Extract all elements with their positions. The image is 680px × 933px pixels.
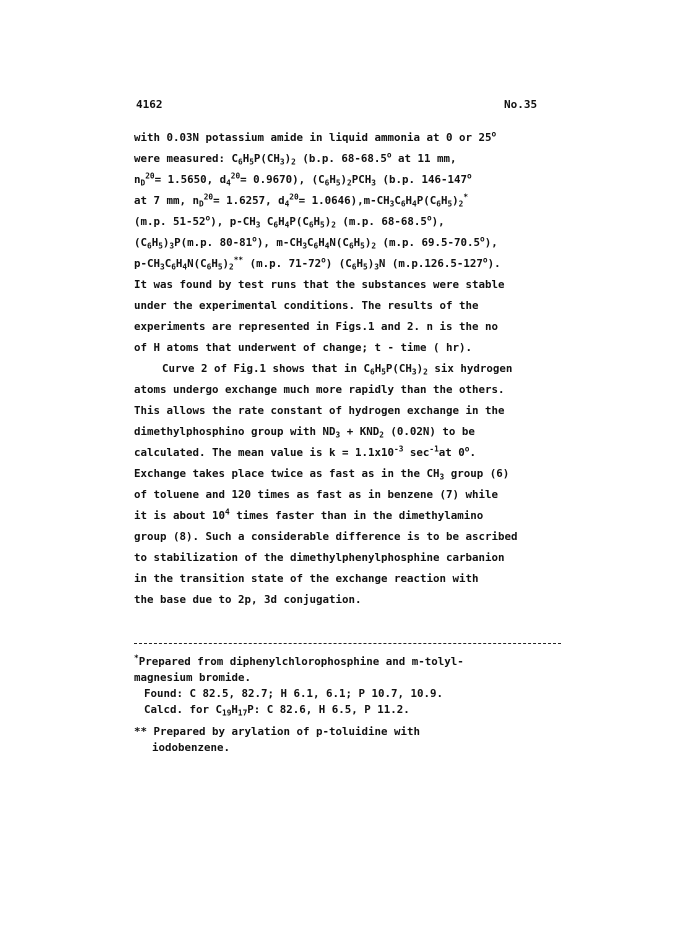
text-line: calculated. The mean value is $k = 1.1x10^{-3}$ $\sec^{-1}at$ 0$^o$.: [134, 444, 476, 459]
footnote-line: *Prepared from diphenylchlorophosphine and m-tolyl-: [134, 653, 464, 668]
text-line: at 7 mm, $n_D^{20}= 1.6257$, $d_4^{20}= 1.0646),m-CH_3C_6H_4P(C_6H_5)_2^*$: [134, 192, 469, 209]
footnotes: [134, 654, 564, 756]
page-number: 4162: [136, 98, 163, 111]
text-line: to stabilization of the dimethylphenylphosphine carbanion: [134, 551, 505, 564]
text-line: group (8). Such a considerable difference is to be ascribed: [134, 530, 518, 543]
text-line: Curve 2 of Fig.1 shows that in $C_6H_5P(CH_3)_2$ six hydrogen: [162, 362, 513, 377]
text-line: were measured: $C_6H_5P(CH_3)_2$ (b.p. 68-68.5$^o$ at 11 mm,: [134, 150, 457, 167]
main-text: [134, 127, 564, 610]
text-line: of H atoms that underwent of change; t - time ( hr).: [134, 341, 473, 354]
footnote-line: magnesium bromide.: [134, 671, 252, 684]
text-line: Exchange takes place twice as fast as in the $CH_3$ group (6): [134, 467, 510, 482]
text-line: the base due to 2p, 3d conjugation.: [134, 593, 362, 606]
footnote-line: Found: C 82.5, 82.7; H 6.1, 6.1; P 10.7, 10.9.: [144, 687, 444, 700]
text-line: This allows the rate constant of hydrogen exchange in the: [134, 404, 505, 417]
text-line: $(C_6H_5)_3P(m.p$. 80-81$^o$), $m-CH_3C_6H_4N(C_6H_5)_2$ (m.p. 69.5-70.5$^o$),: [134, 234, 498, 251]
text-line: with 0.03N potassium amide in liquid ammonia at 0 or 25$^o$: [134, 129, 497, 144]
text-line: under the experimental conditions. The results of the: [134, 299, 479, 312]
text-line: in the transition state of the exchange reaction with: [134, 572, 479, 585]
text-line: It was found by test runs that the substances were stable: [134, 278, 505, 291]
footnote-line: ** Prepared by arylation of p-toluidine with: [134, 725, 421, 738]
text-line: experiments are represented in Figs.1 and 2. n is the no: [134, 320, 499, 333]
journal-number: No.35: [504, 98, 538, 111]
text-line: atoms undergo exchange much more rapidly than the others.: [134, 383, 505, 396]
footnote-line: Calcd. for $C_{19}H_{17}P$: C 82.6, H 6.5, P 11.2.: [144, 703, 410, 718]
text-line: (m.p. 51-52$^o$), $p-CH_3$ $C_6H_4P(C_6H_5)_2$ (m.p. 68-68.5$^o$),: [134, 213, 445, 230]
text-line: $p-CH_3C_6H_4N(C_6H_5)_2^{**}$ (m.p. 71-72$^o$) $(C_6H_5)_3N$ (m.p.126.5-127$^o$).: [134, 255, 501, 272]
text-line: it is about $10^4$ times faster than in the dimethylamino: [134, 507, 484, 522]
text-line: dimethylphosphino group with $ND_3 + KND_2$ (0.02N) to be: [134, 425, 475, 440]
footnote-line: iodobenzene.: [152, 741, 231, 754]
text-line: of toluene and 120 times as fast as in benzene (7) while: [134, 488, 499, 501]
text-line: $n_D^{20}= 1.5650$, $d_4^{20}= 0.9670$), $(C_6H_5)_2PCH_3$ (b.p. 146-147$^o$: [134, 171, 472, 188]
footnote-separator: [134, 643, 561, 644]
